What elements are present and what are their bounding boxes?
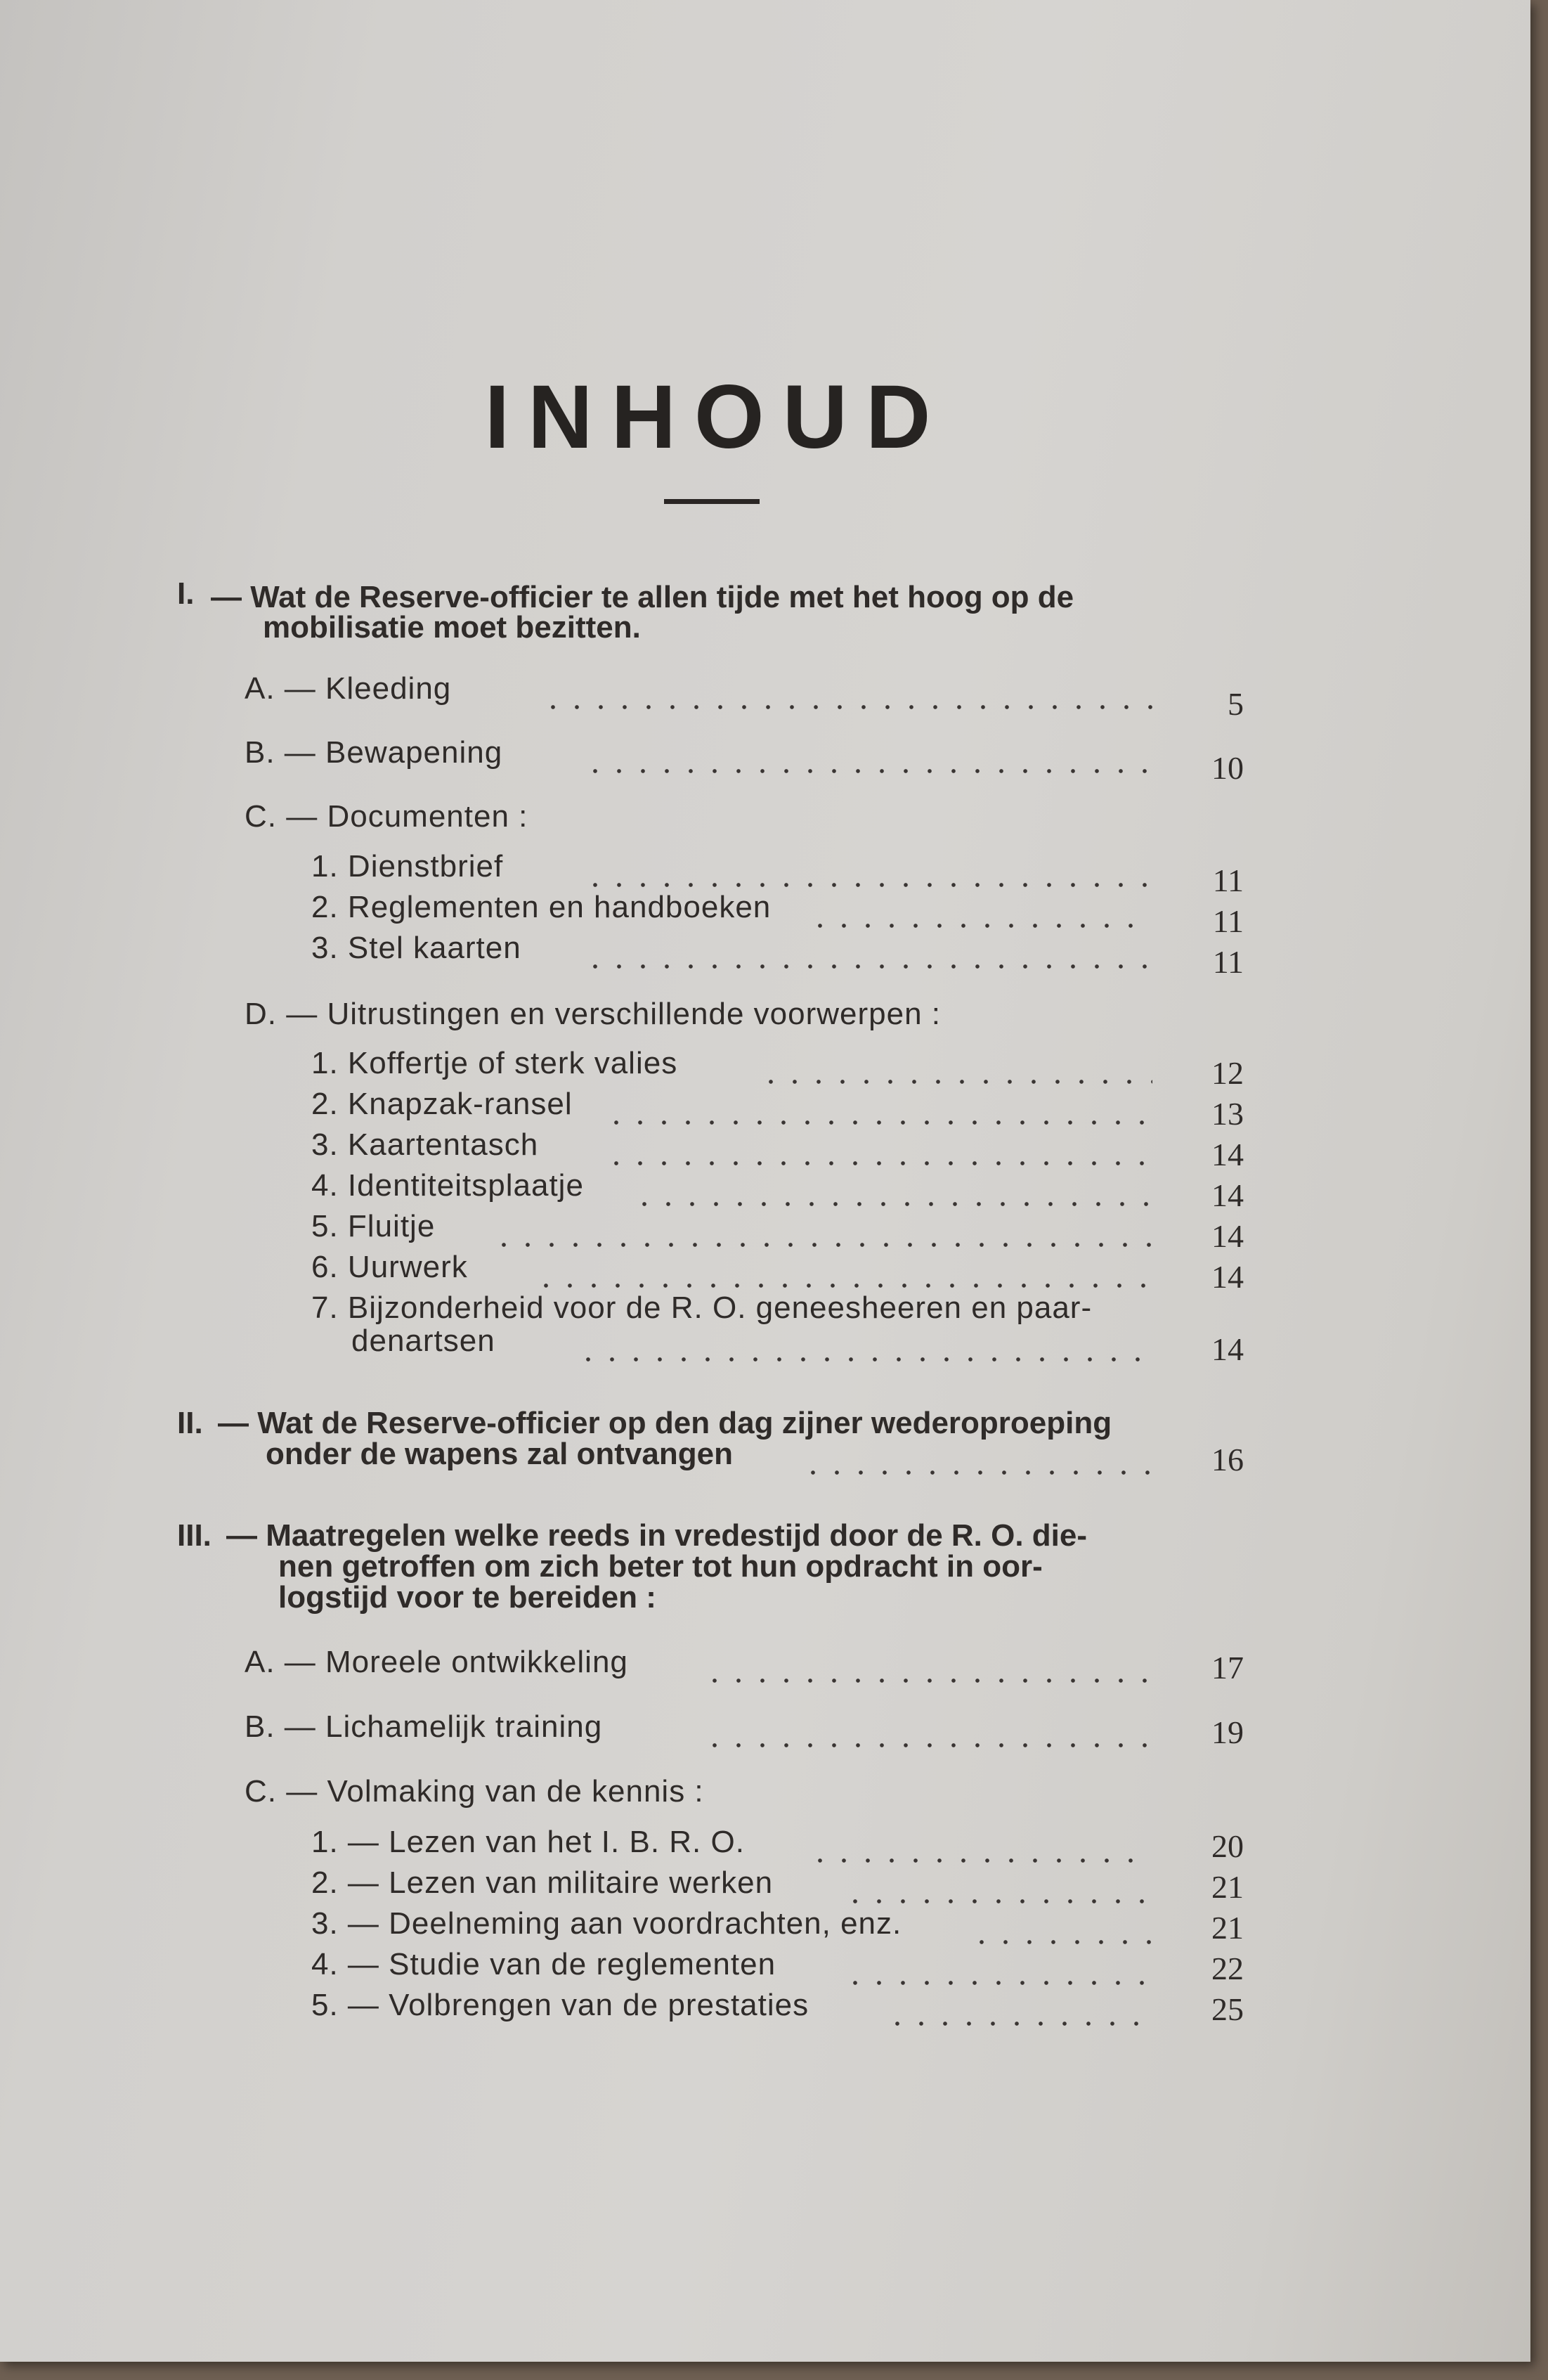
dot-leader — [583, 769, 1152, 773]
dot-leader — [703, 1743, 1152, 1747]
section-numeral: III. — [177, 1518, 212, 1553]
toc-entry-label: 2. — Lezen van militaire werken — [311, 1865, 774, 1900]
dot-leader — [759, 1080, 1152, 1084]
page-title: INHOUD — [484, 367, 949, 467]
toc-entry-page: 11 — [1212, 903, 1244, 939]
dot-leader — [885, 2022, 1152, 2026]
toc-entry-page: 16 — [1211, 1442, 1244, 1477]
dot-leader — [576, 1357, 1152, 1362]
toc-entry-label: A. — Kleeding — [245, 671, 452, 706]
toc-entry-page: 14 — [1211, 1218, 1244, 1254]
toc-entry-label: B. — Bewapening — [245, 735, 503, 770]
toc-entry-label: 2. Knapzak-ransel — [311, 1087, 573, 1121]
dot-leader — [808, 924, 1152, 928]
section-heading-line: nen getroffen om zich beter tot hun opdracht in oor- — [278, 1549, 1043, 1584]
toc-entry-label: 5. — Volbrengen van de prestaties — [311, 1988, 809, 2022]
dot-leader — [534, 1283, 1152, 1288]
toc-entry-label: 5. Fluitje — [311, 1209, 436, 1243]
dot-leader — [703, 1679, 1152, 1683]
toc-entry-label: 4. Identiteitsplaatje — [311, 1168, 584, 1203]
toc-entry-label: denartsen — [351, 1324, 495, 1358]
dot-leader — [801, 1470, 1152, 1475]
dot-leader — [583, 883, 1152, 887]
toc-entry-label: 6. Uurwerk — [311, 1250, 468, 1284]
toc-entry-label: C. — Volmaking van de kennis : — [245, 1774, 704, 1809]
toc-entry-label: 3. Stel kaarten — [311, 931, 521, 965]
toc-entry-label: 3. — Deelneming aan voordrachten, enz. — [311, 1906, 902, 1941]
dot-leader — [492, 1243, 1152, 1247]
section-numeral: I. — [177, 576, 195, 611]
toc-entry-label: 2. Reglementen en handboeken — [311, 890, 772, 924]
section-heading-line: — Wat de Reserve-officier op den dag zijner wederoproeping — [218, 1406, 1112, 1440]
toc-entry-page: 14 — [1211, 1331, 1244, 1367]
toc-entry-page: 14 — [1211, 1259, 1244, 1295]
toc-entry-page: 21 — [1211, 1910, 1244, 1946]
toc-entry-label: B. — Lichamelijk training — [245, 1709, 603, 1744]
toc-entry-page: 14 — [1211, 1137, 1244, 1172]
toc-entry-page: 10 — [1211, 750, 1244, 786]
toc-entry-page: 20 — [1211, 1828, 1244, 1864]
toc-entry-label: A. — Moreele ontwikkeling — [245, 1645, 628, 1679]
toc-entry-label: 1. Koffertje of sterk valies — [311, 1046, 678, 1080]
section-heading-line: onder de wapens zal ontvangen — [266, 1437, 734, 1471]
toc-entry-label: 7. Bijzonderheid voor de R. O. geneesheeren en paar- — [311, 1291, 1093, 1325]
toc-entry-label: 3. Kaartentasch — [311, 1127, 539, 1162]
dot-leader — [541, 705, 1152, 709]
dot-leader — [604, 1120, 1152, 1125]
section-heading-line: logstijd voor te bereiden : — [278, 1580, 656, 1615]
toc-entry-label: 1. — Lezen van het I. B. R. O. — [311, 1825, 745, 1859]
section-heading-line: — Wat de Reserve-officier te allen tijde met het hoog op de — [211, 580, 1074, 614]
toc-entry-page: 12 — [1211, 1055, 1244, 1091]
toc-entry-page: 21 — [1211, 1869, 1244, 1905]
toc-entry-page: 11 — [1212, 944, 1244, 980]
section-heading-line: mobilisatie moet bezitten. — [263, 610, 641, 645]
dot-leader — [808, 1858, 1152, 1863]
toc-entry-label: C. — Documenten : — [245, 799, 528, 834]
toc-entry-page: 13 — [1211, 1096, 1244, 1132]
toc-entry-page: 25 — [1211, 1991, 1244, 2027]
toc-entry-page: 19 — [1211, 1714, 1244, 1750]
section-heading-line: — Maatregelen welke reeds in vredestijd door de R. O. die- — [226, 1518, 1088, 1553]
toc-entry-label: 1. Dienstbrief — [311, 849, 504, 884]
toc-entry-page: 17 — [1211, 1650, 1244, 1686]
toc-entry-label: D. — Uitrustingen en verschillende voorwerpen : — [245, 997, 942, 1031]
toc-entry-label: 4. — Studie van de reglementen — [311, 1947, 776, 1981]
dot-leader — [583, 964, 1152, 969]
dot-leader — [843, 1899, 1152, 1903]
dot-leader — [970, 1940, 1152, 1944]
toc-entry-page: 14 — [1211, 1177, 1244, 1213]
dot-leader — [632, 1202, 1152, 1206]
toc-entry-page: 11 — [1212, 862, 1244, 898]
toc-entry-page: 22 — [1211, 1951, 1244, 1986]
toc-entry-page: 5 — [1228, 686, 1244, 722]
section-numeral: II. — [177, 1406, 203, 1440]
dot-leader — [843, 1981, 1152, 1985]
dot-leader — [604, 1161, 1152, 1165]
